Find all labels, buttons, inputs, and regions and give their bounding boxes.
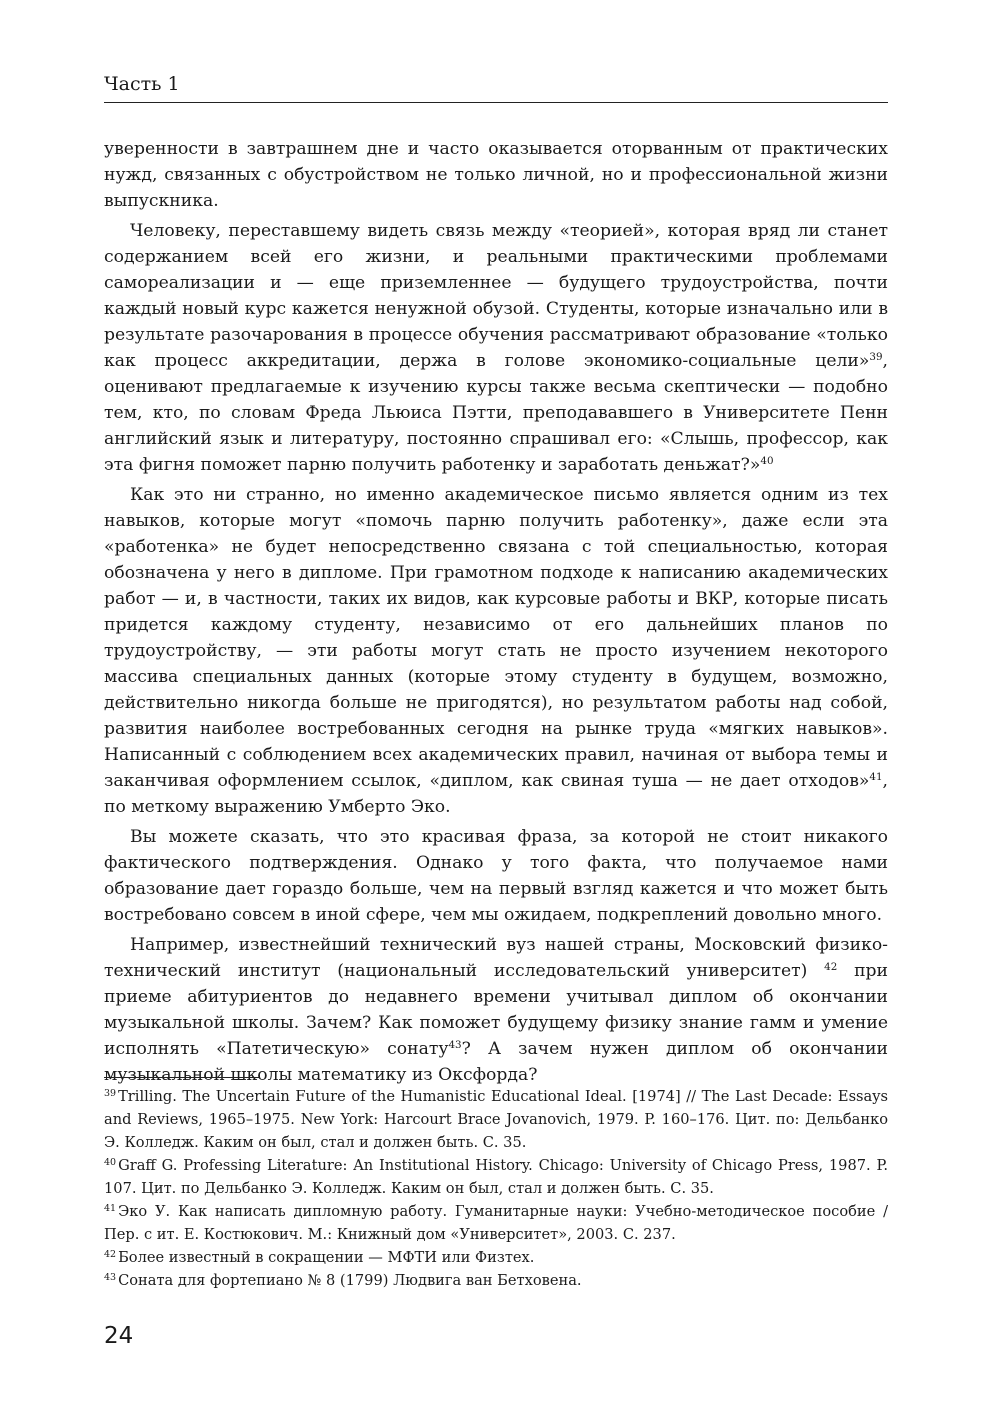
paragraph-text: при приеме абитуриентов до недавнего времени учитывал диплом об окончании музыкальной школы. Зачем? Как поможет будущему физику знание гамм и умение исполнять «Патетическую» сонату	[104, 961, 888, 1059]
footnote-43	[104, 1269, 888, 1292]
footnote-ref-39[interactable]: 39	[869, 350, 883, 363]
paragraph-text: Вы можете сказать, что это красивая фраза, за которой не стоит никакого фактического подтверждения. Однако у того факта, что получаемое нами образование дает гораздо больше, чем на первый взгляд кажется и что может быть востребовано совсем в иной сфере, чем мы ожидаем, подкреплений довольно много.	[104, 827, 888, 925]
footnote-text: Graff G. Professing Literature: An Institutional History. Chicago: University of Chicago Press, 1987. P. 107. Цит. по Дельбанко Э. Колледж. Каким он был, стал и должен быть. С. 35.	[104, 1157, 888, 1197]
paragraph-3	[104, 482, 888, 820]
paragraph-text: Например, известнейший технический вуз нашей страны, Московский физико-технический институт (национальный исследовательский университет)	[104, 935, 888, 981]
footnote-number: 39	[104, 1087, 117, 1099]
paragraph-text: , по меткому выражению Умберто Эко.	[104, 771, 888, 817]
running-title: Часть 1	[104, 73, 180, 95]
paragraph-text: уверенности в завтрашнем дне и часто оказывается оторванным от практических нужд, связанных с обустройством не только личной, но и профессиональной жизни выпускника.	[104, 139, 888, 211]
footnote-41	[104, 1200, 888, 1246]
paragraph-text: Человеку, переставшему видеть связь между «теорией», которая вряд ли станет содержанием всей его жизни, и реальными практическими проблемами самореализации и — еще приземленнее — будущего трудоустройства, почти каждый новый курс кажется ненужной обузой. Студенты, которые изначально или в результате разочарования в процессе обучения рассматривают образование «только как процесс аккредитации, держа в голове экономико-социальные цели»	[104, 221, 888, 371]
footnote-number: 41	[104, 1202, 117, 1214]
footnote-separator	[104, 1077, 260, 1078]
footnote-number: 43	[104, 1271, 117, 1283]
footnote-ref-43[interactable]: 43	[448, 1038, 462, 1051]
paragraph-text: , оценивают предлагаемые к изучению курсы также весьма скептически — подобно тем, кто, по словам Фреда Льюиса Пэтти, преподававшего в Университете Пенн английский язык и литературу, постоянно спрашивал его: «Слышь, профессор, как эта фигня поможет парню получить работенку и заработать деньжат?»	[104, 351, 888, 475]
main-text	[104, 136, 888, 1092]
paragraph-1	[104, 136, 888, 214]
page-number: 24	[104, 1323, 134, 1349]
paragraph-2	[104, 218, 888, 478]
footnote-ref-41[interactable]: 41	[869, 770, 883, 783]
footnote-ref-42[interactable]: 42	[824, 960, 838, 973]
running-header	[104, 72, 888, 103]
footnote-number: 40	[104, 1156, 117, 1168]
footnote-40	[104, 1154, 888, 1200]
footnote-text: Соната для фортепиано № 8 (1799) Людвига ван Бетховена.	[118, 1272, 582, 1289]
footnote-text: Trilling. The Uncertain Future of the Humanistic Educational Ideal. [1974] // The Last Decade: Essays and Reviews, 1965–1975. New York: Harcourt Brace Jovanovich, 1979. P. 160–176. Цит. по: Дельбанко Э. Колледж. Каким он был, стал и должен быть. С. 35.	[104, 1088, 888, 1151]
paragraph-text: Как это ни странно, но именно академическое письмо является одним из тех навыков, которые могут «помочь парню получить работенку», даже если эта «работенка» не будет непосредственно связана с той специальностью, которая обозначена у него в дипломе. При грамотном подходе к написанию академических работ — и, в частности, таких их видов, как курсовые работы и ВКР, которые писать придется каждому студенту, независимо от его дальнейших планов по трудоустройству, — эти работы могут стать не просто изучением некоторого массива специальных данных (которые этому студенту в будущем, возможно, действительно никогда больше не пригодятся), но результатом работы над собой, развития наиболее востребованных сегодня на рынке труда «мягких навыков». Написанный с соблюдением всех академических правил, начиная от выбора темы и заканчивая оформлением ссылок, «диплом, как свиная туша — не дает отходов»	[104, 485, 888, 791]
paragraph-text: ? А зачем нужен диплом об окончании музыкальной школы математику из Оксфорда?	[104, 1039, 888, 1085]
footnote-text: Более известный в сокращении — МФТИ или Физтех.	[118, 1249, 535, 1266]
paragraph-4	[104, 824, 888, 928]
footnote-text: Эко У. Как написать дипломную работу. Гуманитарные науки: Учебно-методическое пособие / Пер. с ит. Е. Костюкович. М.: Книжный дом «Университет», 2003. С. 237.	[104, 1203, 888, 1243]
footnote-ref-40[interactable]: 40	[760, 454, 774, 467]
footnotes	[104, 1085, 888, 1292]
footnote-39	[104, 1085, 888, 1154]
footnote-42	[104, 1246, 888, 1269]
footnote-number: 42	[104, 1248, 117, 1260]
paragraph-5	[104, 932, 888, 1088]
